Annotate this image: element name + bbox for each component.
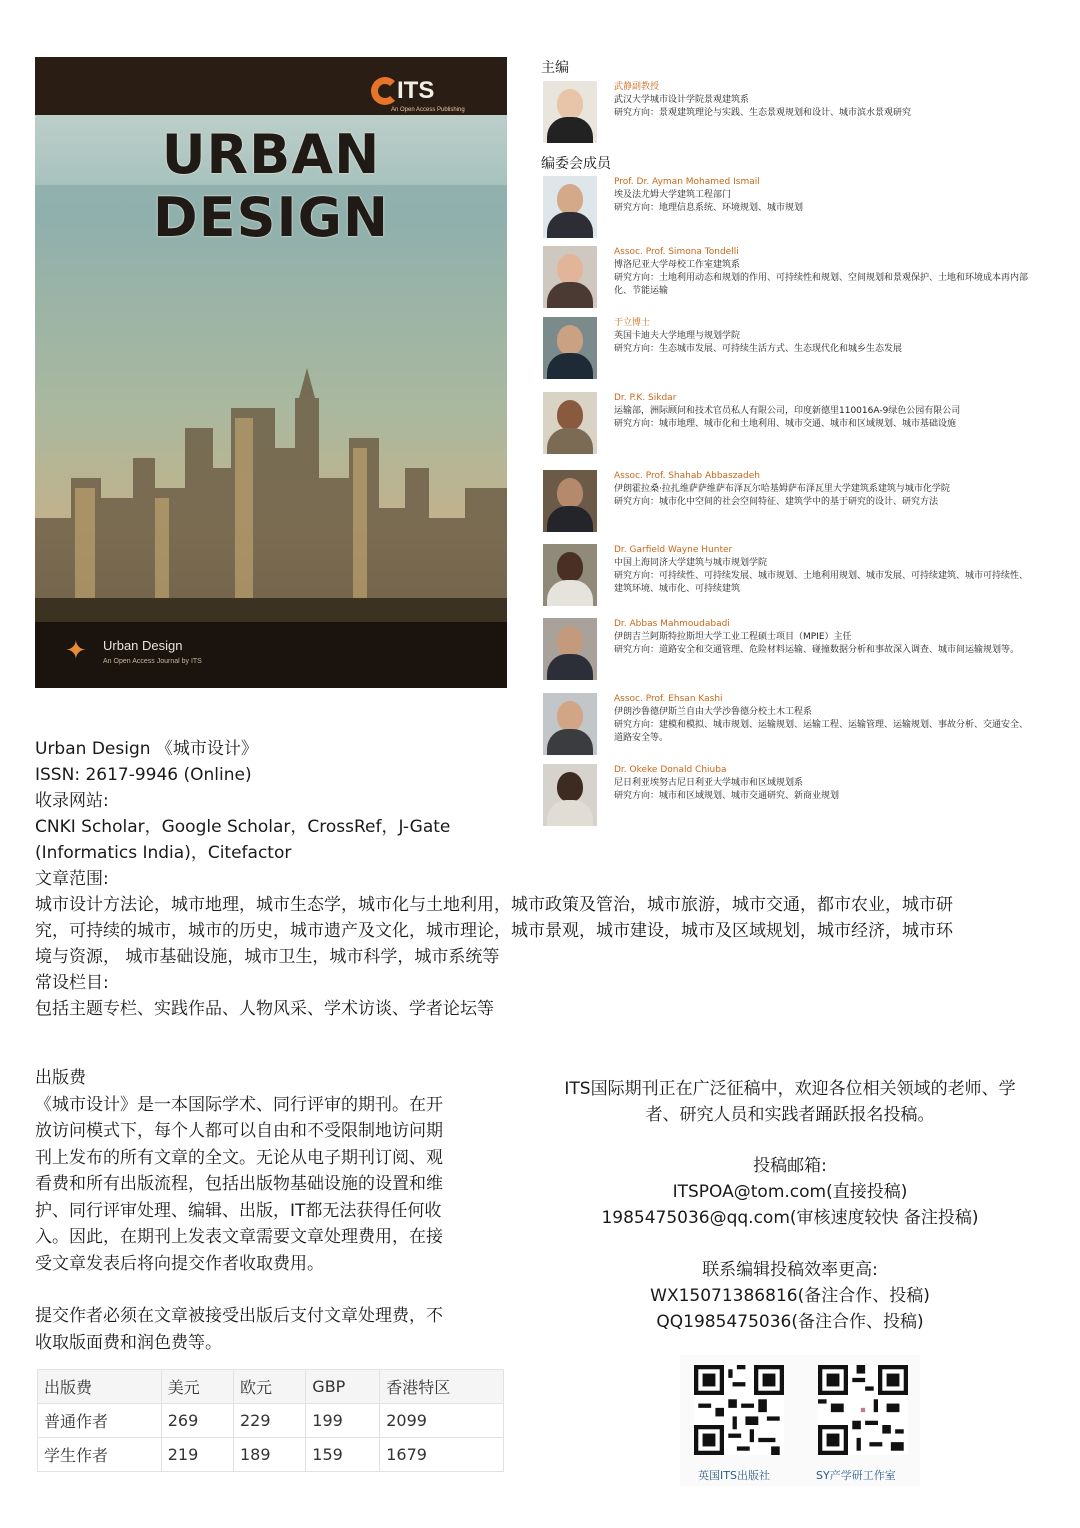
wechat-contact: WX15071386816(备注合作、投稿) <box>650 1286 930 1306</box>
member-name: Dr. Garfield Wayne Hunter <box>614 545 733 555</box>
member-research: 研究方向：土地利用动态和规划的作用、可持续性和规划、空间规划和景观保护、土地和环境成本再内部化、节能运输 <box>614 273 1029 296</box>
member-name: Dr. Abbas Mahmoudabadi <box>614 619 730 629</box>
member-photo <box>543 544 597 606</box>
table-cell: 199 <box>306 1404 380 1438</box>
table-header-cell: 香港特区 <box>380 1370 504 1404</box>
member-name: Dr. P.K. Sikdar <box>614 393 677 403</box>
its-logo-subtitle: An Open Access Publishing <box>391 107 465 113</box>
board-heading: 编委会成员 <box>541 156 611 172</box>
member-photo <box>543 618 597 680</box>
member-affiliation: 尼日利亚埃努古尼日利亚大学城市和区域规划系 <box>614 778 804 788</box>
table-header-cell: 出版费 <box>38 1370 162 1404</box>
member-photo <box>543 392 597 454</box>
member-research: 研究方向：城市和区域规划、城市交通研究、新商业规划 <box>614 791 840 801</box>
email-secondary[interactable]: 1985475036@qq.com(审核速度较快 备注投稿) <box>601 1208 979 1228</box>
table-cell: 159 <box>306 1438 380 1472</box>
member-name: Assoc. Prof. Shahab Abbaszadeh <box>614 471 760 481</box>
member-affiliation: 运输部，洲际顾问和技术官员私人有限公司，印度新德里110016A-9绿色公园有限公司 <box>614 406 961 416</box>
table-header-cell: GBP <box>306 1370 380 1404</box>
member-research: 研究方向：城市化中空间的社会空间特征、建筑学中的基于研究的设计、研究方法 <box>614 497 939 507</box>
member-research: 研究方向：城市地理、城市化和土地利用、城市交通、城市和区域规划、城市基础设施 <box>614 419 957 429</box>
its-logo <box>371 75 481 115</box>
qr-codes <box>680 1355 920 1486</box>
urban-design-logo-icon: ✦ <box>65 636 87 666</box>
fee-table <box>37 1369 504 1472</box>
columns-text: 包括主题专栏、实践作品、人物风采、学术访谈、学者论坛等 <box>35 999 494 1019</box>
table-cell: 269 <box>161 1404 233 1438</box>
journal-cover <box>35 57 507 688</box>
cfp-intro-line: 者、研究人员和实践者踊跃报名投稿。 <box>645 1105 935 1125</box>
table-cell: 2099 <box>380 1404 504 1438</box>
member-affiliation: 伊朗沙鲁德伊斯兰自由大学沙鲁德分校土木工程系 <box>614 707 813 717</box>
indexed-list-line: (Informatics India)，Citefactor <box>35 843 292 863</box>
scope-line: 境与资源， 城市基础设施，城市卫生，城市科学，城市系统等 <box>35 947 500 967</box>
cover-journal-name: Urban Design <box>103 638 183 653</box>
cover-journal-subtitle: An Open Access Journal by ITS <box>103 658 202 665</box>
journal-title-line: Urban Design 《城市设计》 <box>35 739 258 759</box>
scope-line: 究，可持续的城市，城市的历史，城市遗产及文化，城市理论，城市景观，城市建设，城市及区域规划，城市经济，城市环 <box>35 921 953 941</box>
indexed-label: 收录网站: <box>35 791 109 811</box>
member-photo <box>543 246 597 308</box>
member-affiliation: 伊朗霍拉桑·拉扎维萨萨维萨布泽瓦尔哈基姆萨布泽瓦里大学建筑系建筑与城市化学院 <box>614 484 950 494</box>
cfp-intro-line: ITS国际期刊正在广泛征稿中，欢迎各位相关领域的老师、学 <box>564 1079 1016 1099</box>
member-affiliation: 埃及法尤姆大学建筑工程部门 <box>614 190 732 200</box>
columns-label: 常设栏目: <box>35 973 109 993</box>
member-name: Prof. Dr. Ayman Mohamed Ismail <box>614 177 760 187</box>
qr-code-icon[interactable] <box>818 1365 908 1455</box>
submission-emails <box>540 1153 1040 1231</box>
fees-para-line: 入。因此，在期刊上发表文章需要文章处理费用，在接 <box>35 1227 443 1247</box>
editor-in-chief-heading: 主编 <box>541 60 569 76</box>
table-cell: 229 <box>234 1404 306 1438</box>
email-label: 投稿邮箱: <box>753 1156 827 1176</box>
journal-info <box>35 736 1045 1022</box>
table-header-row <box>38 1370 504 1404</box>
fees-para-line: 收取版面费和润色费等。 <box>35 1332 222 1353</box>
table-header-cell: 美元 <box>161 1370 233 1404</box>
member-affiliation: 英国卡迪夫大学地理与规划学院 <box>614 331 741 341</box>
scope-label: 文章范围: <box>35 869 109 889</box>
member-affiliation: 博洛尼亚大学母校工作室建筑系 <box>614 260 741 270</box>
editor-contact-label: 联系编辑投稿效率更高: <box>702 1260 878 1280</box>
cover-footer <box>35 622 507 688</box>
member-name: Dr. Okeke Donald Chiuba <box>614 765 727 775</box>
cover-title: URBAN DESIGN <box>152 123 390 249</box>
fees-para-line: 《城市设计》是一本国际学术、同行评审的期刊。在开 <box>35 1094 443 1115</box>
call-for-papers <box>540 1076 1040 1128</box>
table-cell: 学生作者 <box>38 1438 162 1472</box>
qr-label: 英国ITS出版社 <box>698 1469 770 1482</box>
member-name: Assoc. Prof. Simona Tondelli <box>614 247 739 257</box>
city-skyline-image <box>35 368 507 628</box>
qr-label: SY产学研工作室 <box>816 1469 896 1482</box>
table-cell: 219 <box>161 1438 233 1472</box>
table-cell: 普通作者 <box>38 1404 162 1438</box>
indexed-list-line: CNKI Scholar，Google Scholar，CrossRef，J-Gate <box>35 817 451 837</box>
member-name: Assoc. Prof. Ehsan Kashi <box>614 694 723 704</box>
fees-heading: 出版费 <box>35 1068 86 1088</box>
editor-photo <box>543 81 597 143</box>
editor-affiliation: 武汉大学城市设计学院景观建筑系 <box>614 95 750 105</box>
member-affiliation: 伊朗吉兰阿斯特拉斯坦大学工业工程硕士项目（MPIE）主任 <box>614 632 852 642</box>
member-research: 研究方向：地理信息系统、环境规划、城市规划 <box>614 203 804 213</box>
member-photo <box>543 470 597 532</box>
fees-para-line: 看费和所有出版流程，包括出版物基础设施的设置和维 <box>35 1174 443 1194</box>
editor-research: 研究方向：景观建筑理论与实践、生态景观规划和设计、城市滨水景观研究 <box>614 108 912 118</box>
table-row <box>38 1404 504 1438</box>
table-header-cell: 欧元 <box>234 1370 306 1404</box>
journal-issn: ISSN: 2617-9946 (Online) <box>35 765 252 785</box>
member-research: 研究方向：生态城市发展、可持续生活方式、生态现代化和城乡生态发展 <box>614 344 903 354</box>
member-photo <box>543 176 597 238</box>
its-logo-text: ITS <box>397 77 435 104</box>
table-cell: 189 <box>234 1438 306 1472</box>
fees-para-line: 提交作者必须在文章被接受出版后支付文章处理费，不 <box>35 1306 443 1326</box>
fees-para-line: 护、同行评审处理、编辑、出版，IT都无法获得任何收 <box>35 1200 442 1221</box>
email-primary[interactable]: ITSPOA@tom.com(直接投稿) <box>672 1182 908 1202</box>
member-research: 研究方向：可持续性、可持续发展、城市规划、土地利用规划、城市发展、可持续建筑、城市可持续性、建筑环境、城市化、可持续建筑 <box>614 571 1029 594</box>
member-name: 于立博士 <box>614 318 651 328</box>
fees-para-line: 刊上发布的所有文章的全文。无论从电子期刊订阅、观 <box>35 1147 443 1168</box>
qq-contact: QQ1985475036(备注合作、投稿) <box>656 1312 924 1332</box>
scope-line: 城市设计方法论，城市地理，城市生态学，城市化与土地利用，城市政策及管治，城市旅游，城市交通，都市农业，城市研 <box>35 895 953 915</box>
editor-name: 武静副教授 <box>614 82 660 92</box>
member-research: 研究方向：道路安全和交通管理、危险材料运输、碰撞数据分析和事故深入调查、城市间运输规划等。 <box>614 645 1020 655</box>
member-photo <box>543 317 597 379</box>
its-logo-ring-icon <box>371 77 399 105</box>
table-cell: 1679 <box>380 1438 504 1472</box>
fees-para-line: 受文章发表后将向提交作者收取费用。 <box>35 1253 324 1274</box>
table-row <box>38 1438 504 1472</box>
fees-section <box>35 1065 500 1356</box>
member-research: 研究方向：建模和模拟、城市规划、运输规划、运输工程、运输管理、运输规划、事故分析、交通安全、道路安全等。 <box>614 720 1029 743</box>
qr-code-icon[interactable] <box>694 1365 784 1455</box>
member-affiliation: 中国上海同济大学建筑与城市规划学院 <box>614 558 768 568</box>
editor-contacts <box>540 1257 1040 1335</box>
fees-para-line: 放访问模式下，每个人都可以自由和不受限制地访问期 <box>35 1121 443 1141</box>
